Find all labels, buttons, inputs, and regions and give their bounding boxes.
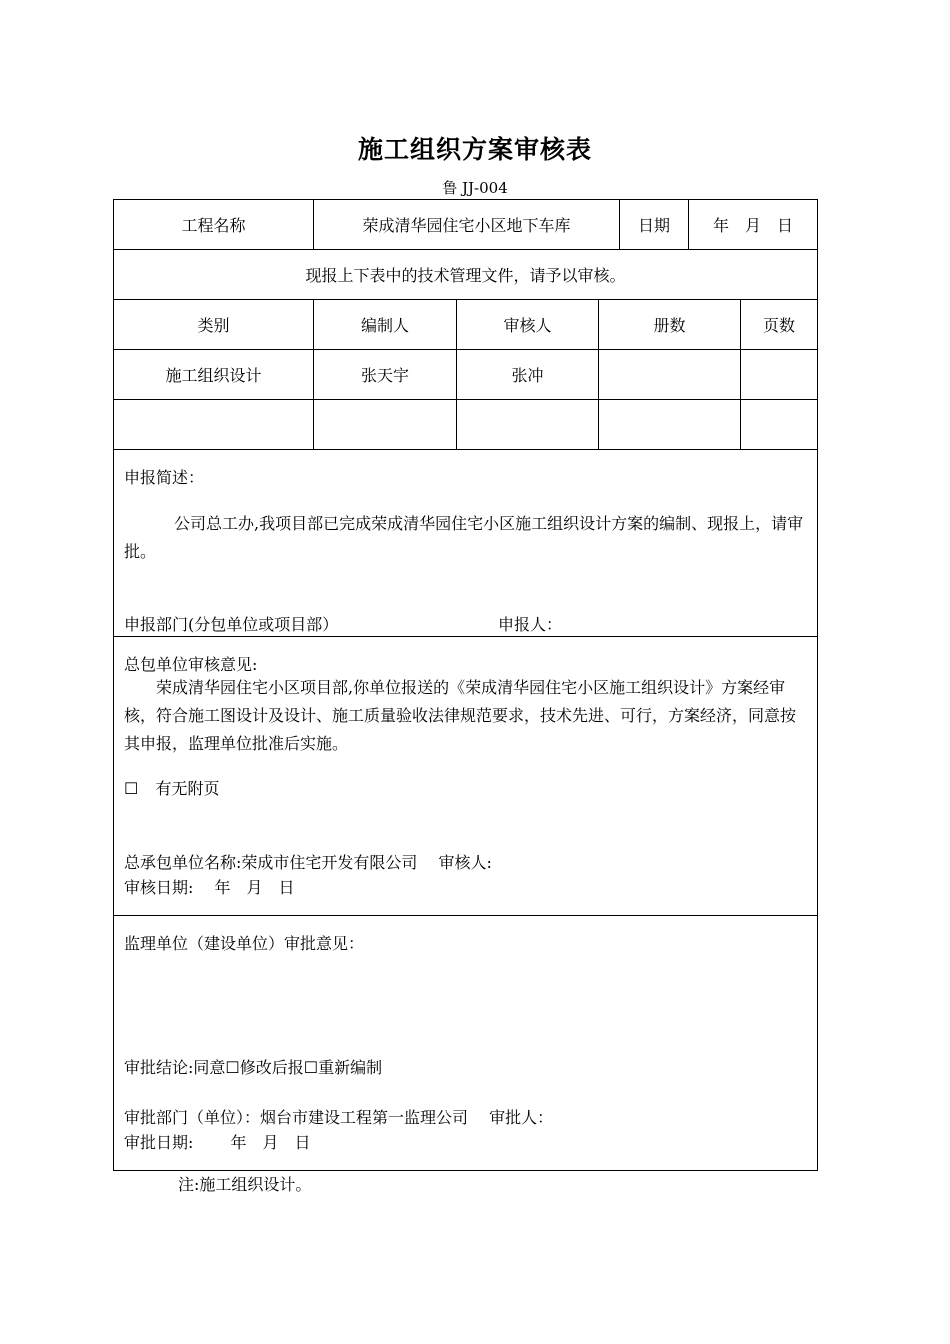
- notice-text: 现报上下表中的技术管理文件，请予以审核。: [305, 266, 626, 285]
- date-value[interactable]: 年 月 日: [712, 216, 793, 235]
- cell-volumes[interactable]: [599, 400, 741, 449]
- contractor-body[interactable]: 荣成清华园住宅小区项目部,你单位报送的《荣成清华园住宅小区施工组织设计》方案经审核，符合施工图设计及设计、施工质量验收法律规范要求，技术先进、可行，方案经济，同意按其申报，监理单位批准后实施。: [124, 678, 797, 753]
- report-block: [114, 450, 817, 636]
- cell-reviewer[interactable]: [457, 400, 599, 449]
- cell-author[interactable]: [314, 400, 457, 449]
- supervisor-section: [114, 916, 817, 1170]
- cell-pages[interactable]: [741, 400, 817, 449]
- project-label: 工程名称: [114, 200, 314, 249]
- form-code: 鲁 JJ-004: [442, 179, 508, 197]
- supervisor-conclusion[interactable]: 审批结论:同意☐修改后报☐重新编制: [124, 1058, 383, 1077]
- contractor-review-section: [114, 637, 817, 916]
- cell-author[interactable]: 张天宇: [314, 350, 457, 399]
- column-header-volumes: 册数: [599, 300, 741, 349]
- report-person-label: 申报人：: [498, 615, 563, 634]
- cell-volumes[interactable]: [599, 350, 741, 399]
- contractor-date-line: 审核日期: 年 月 日: [124, 878, 295, 897]
- supervisor-date-line: 审批日期: 年 月 日: [124, 1133, 311, 1152]
- report-section: [114, 450, 817, 637]
- column-header-category: 类别: [114, 300, 314, 349]
- contractor-company-line: 总承包单位名称:荣成市住宅开发有限公司 审核人:: [124, 853, 492, 872]
- contractor-heading: 总包单位审核意见:: [124, 655, 258, 674]
- table-row: [114, 400, 817, 450]
- project-value[interactable]: 荣成清华园住宅小区地下车库: [314, 200, 620, 249]
- column-header-reviewer: 审核人: [457, 300, 599, 349]
- attachment-label: 有无附页: [155, 779, 220, 798]
- page-title: 施工组织方案审核表: [357, 135, 592, 164]
- report-heading: 申报简述：: [124, 468, 205, 487]
- cell-category[interactable]: 施工组织设计: [114, 350, 314, 399]
- attachment-row: [124, 776, 219, 799]
- date-label: 日期: [620, 200, 689, 249]
- attachment-checkbox[interactable]: ☐: [124, 779, 139, 798]
- notice-row: [114, 250, 817, 300]
- report-body[interactable]: 公司总工办,我项目部已完成荣成清华园住宅小区施工组织设计方案的编制、现报上，请审批。: [124, 514, 804, 561]
- review-form-table: [113, 199, 818, 1171]
- column-header-row: [114, 300, 817, 350]
- table-row: [114, 350, 817, 400]
- contractor-block: [114, 637, 817, 915]
- footnote: 注:施工组织设计。: [178, 1175, 312, 1194]
- cell-pages[interactable]: [741, 350, 817, 399]
- supervisor-heading: 监理单位（建设单位）审批意见：: [124, 934, 365, 953]
- supervisor-dept-line: 审批部门（单位）：烟台市建设工程第一监理公司 审批人：: [124, 1108, 554, 1127]
- column-header-pages: 页数: [762, 316, 795, 335]
- report-dept-label: 申报部门(分包单位或项目部）: [124, 615, 339, 634]
- cell-reviewer[interactable]: 张冲: [457, 350, 599, 399]
- cell-category[interactable]: [114, 400, 314, 449]
- project-row: [114, 200, 817, 250]
- column-header-author: 编制人: [314, 300, 457, 349]
- supervisor-block: [114, 916, 817, 1170]
